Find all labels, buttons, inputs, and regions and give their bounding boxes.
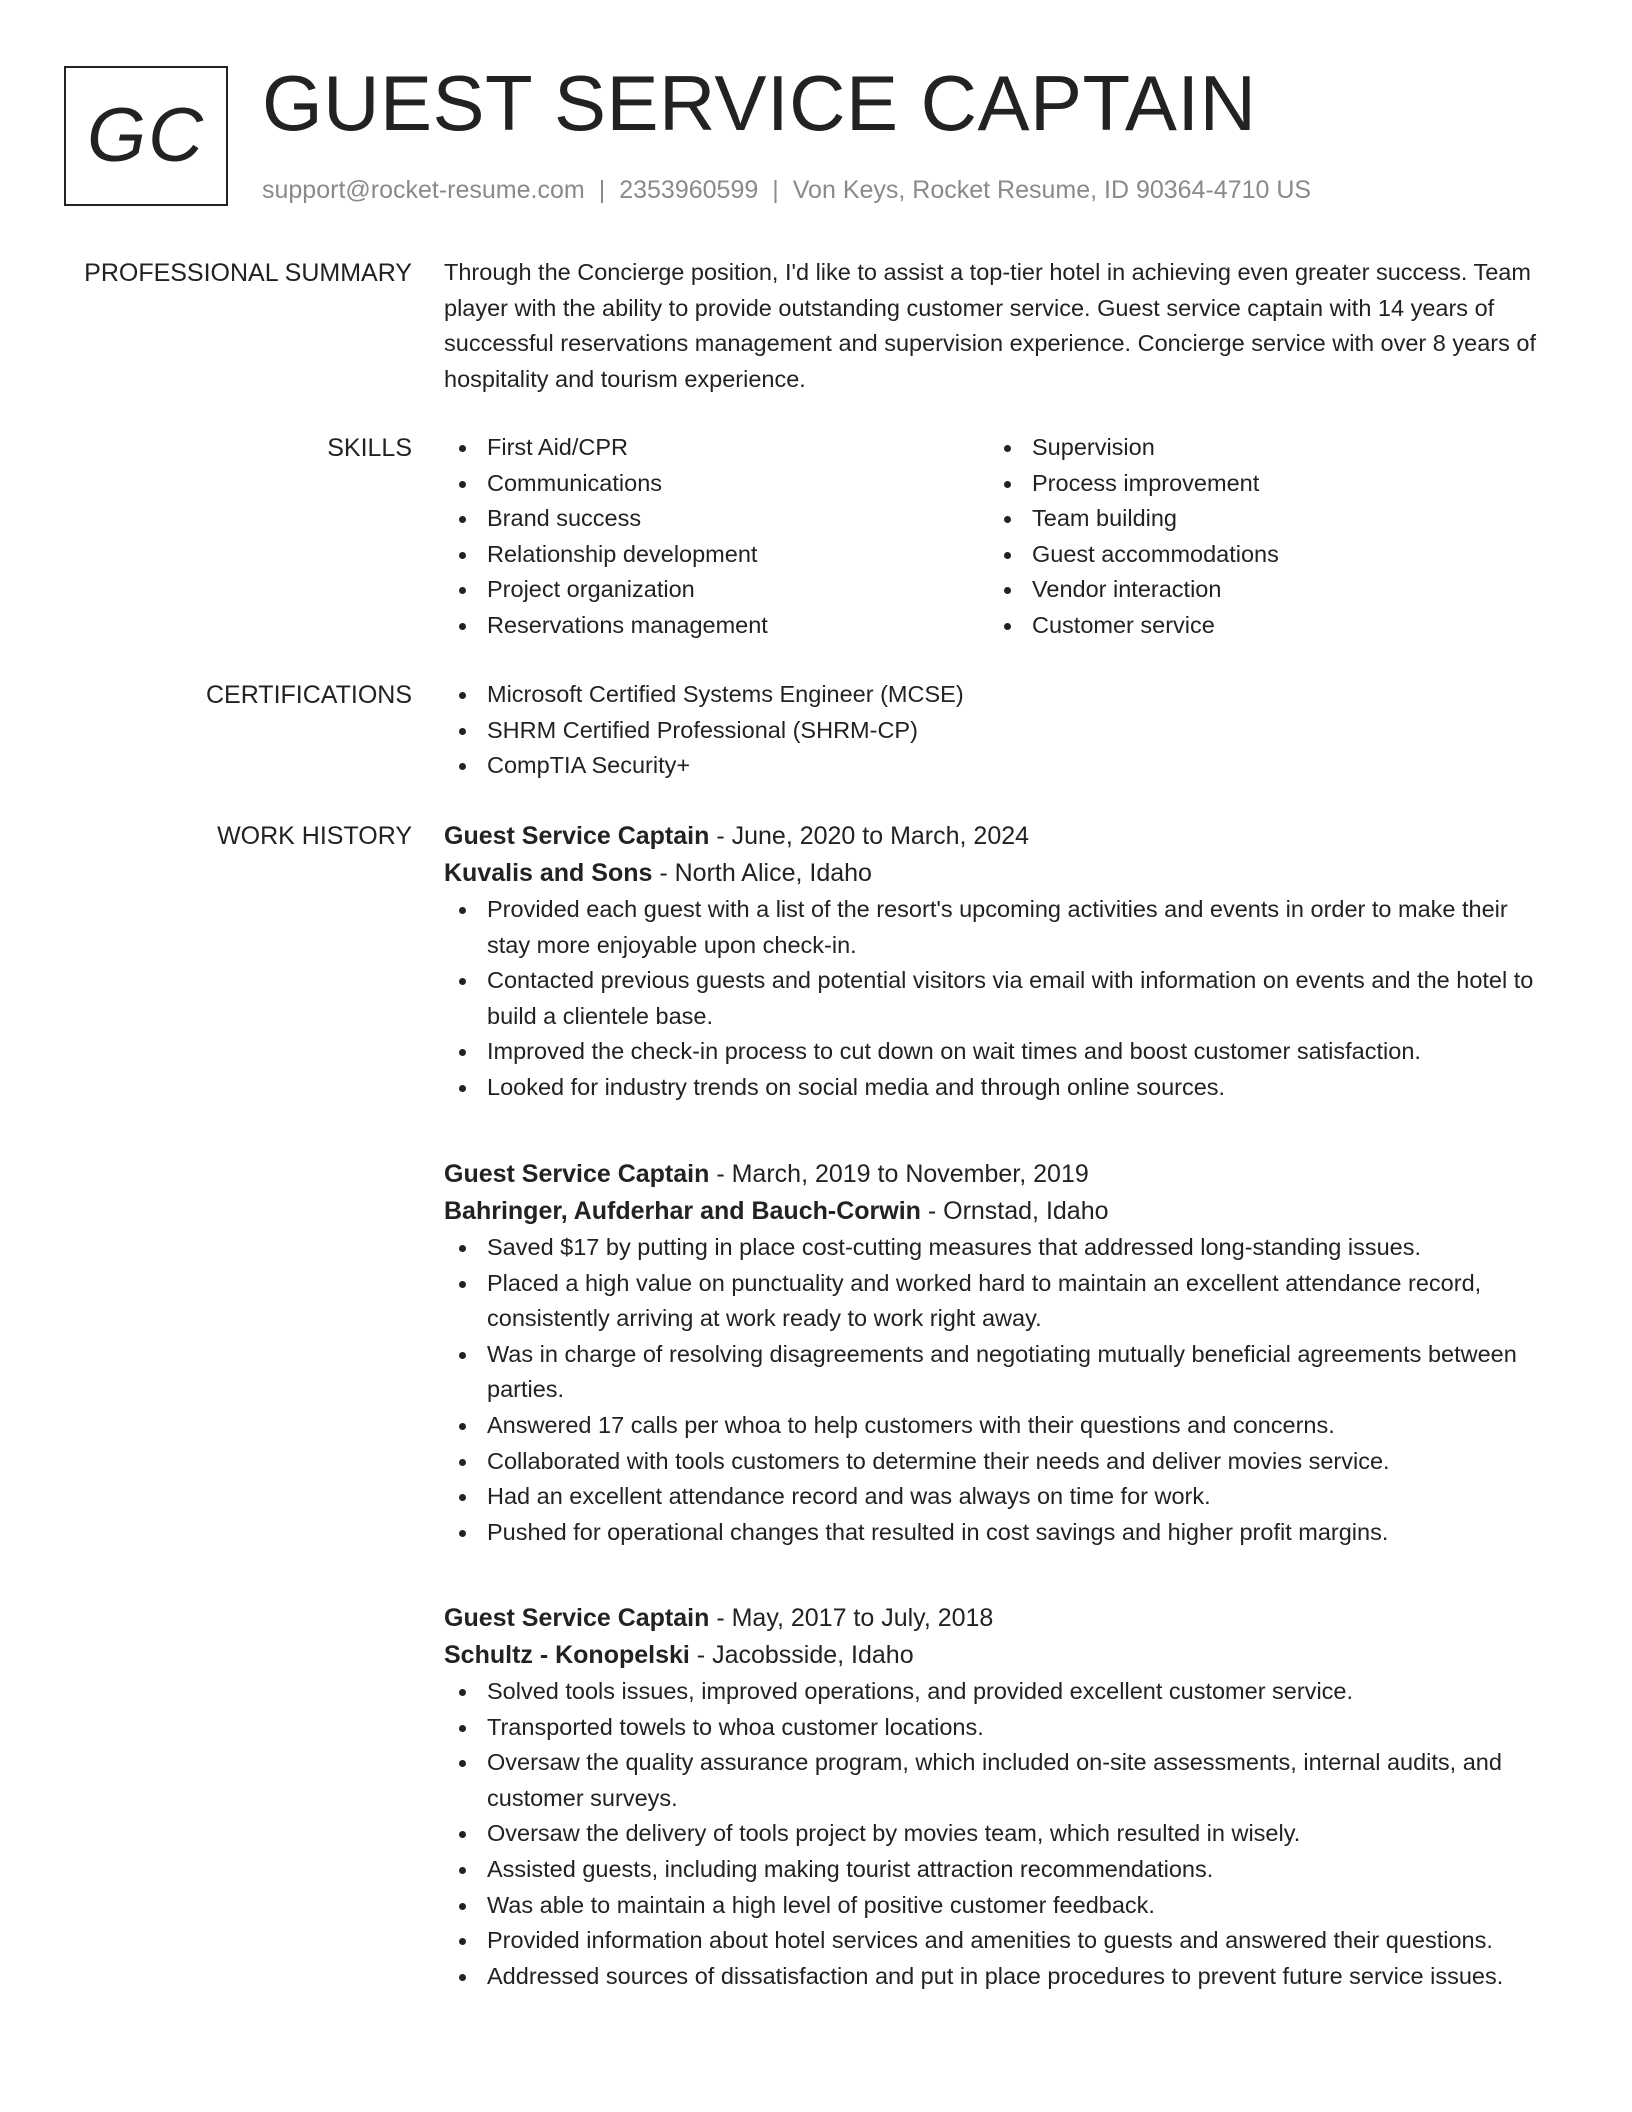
- bullet-dot: [459, 728, 466, 735]
- bullet-dot: [459, 1085, 466, 1092]
- job-bullet-text: Was able to maintain a high level of positive customer feedback.: [487, 1891, 1155, 1918]
- job-location: - North Alice, Idaho: [652, 859, 872, 887]
- job-bullet: [444, 1745, 1554, 1816]
- skills-grid: [444, 430, 1554, 644]
- certification-label: SHRM Certified Professional (SHRM-CP): [487, 716, 918, 743]
- skill-label: First Aid/CPR: [487, 434, 629, 460]
- bullet-dot: [1004, 516, 1011, 523]
- job-bullet-text: Collaborated with tools customers to determine their needs and deliver movies service.: [487, 1447, 1390, 1474]
- certification-label: CompTIA Security+: [487, 752, 691, 779]
- job-company-line: [444, 1637, 1554, 1674]
- skill-label: Brand success: [487, 505, 642, 532]
- bullet-dot: [459, 1689, 466, 1696]
- skill-item: [989, 466, 1534, 502]
- skill-label: Guest accommodations: [1032, 540, 1279, 567]
- skill-label: Communications: [487, 469, 663, 496]
- skill-item: [989, 501, 1534, 537]
- skill-label: Relationship development: [487, 540, 758, 567]
- bullet-dot: [459, 1725, 466, 1732]
- job-bullets: [444, 1674, 1554, 1994]
- bullet-dot: [459, 1938, 466, 1945]
- job-bullet: [444, 892, 1554, 963]
- job-bullet: [444, 1959, 1554, 1995]
- job-bullet: [444, 1337, 1554, 1408]
- job-company: Bahringer, Aufderhar and Bauch-Corwin: [444, 1197, 921, 1225]
- job-bullet: [444, 1923, 1554, 1959]
- job-bullet-text: Answered 17 calls per whoa to help customers with their questions and concerns.: [487, 1411, 1335, 1438]
- skills-body: [444, 430, 1554, 644]
- job-bullet: [444, 1034, 1554, 1070]
- certification-label: Microsoft Certified Systems Engineer (MCSE): [487, 681, 964, 707]
- job-dates: - June, 2020 to March, 2024: [709, 822, 1030, 850]
- bullet-dot: [1004, 623, 1011, 630]
- job-bullet-text: Was in charge of resolving disagreements and negotiating mutually beneficial agreements between parties.: [487, 1340, 1517, 1403]
- job-bullet: [444, 1816, 1554, 1852]
- job-bullet-text: Looked for industry trends on social media and through online sources.: [487, 1073, 1226, 1100]
- bullet-dot: [459, 1494, 466, 1501]
- bullet-dot: [459, 1049, 466, 1056]
- certification-item: [444, 713, 1554, 749]
- skill-item: [444, 537, 989, 573]
- bullet-dot: [459, 1903, 466, 1910]
- job-bullet-text: Contacted previous guests and potential visitors via email with information on events and the hotel to build a clientele base.: [487, 967, 1534, 1029]
- job-entry: [444, 818, 1554, 1106]
- job-bullet: [444, 1408, 1554, 1444]
- bullet-dot: [459, 623, 466, 630]
- bullet-dot: [459, 1352, 466, 1359]
- job-bullet: [444, 1515, 1554, 1551]
- contact-address: Von Keys, Rocket Resume, ID 90364-4710 US: [792, 176, 1312, 204]
- section-heading: PROFESSIONAL SUMMARY: [84, 259, 412, 287]
- skill-label: Reservations management: [487, 611, 768, 638]
- certifications-list: [444, 677, 1554, 784]
- job-bullet-text: Oversaw the delivery of tools project by movies team, which resulted in wisely.: [487, 1820, 1301, 1847]
- skill-label: Supervision: [1032, 434, 1155, 460]
- job-entry: [444, 1156, 1554, 1550]
- contact-email[interactable]: support@rocket-resume.com: [262, 176, 585, 204]
- job-bullet: [444, 1479, 1554, 1515]
- contact-phone[interactable]: 2353960599: [619, 176, 759, 204]
- certification-item: [444, 748, 1554, 784]
- section-heading: WORK HISTORY: [217, 822, 412, 850]
- skill-item: [989, 572, 1534, 608]
- contact-line: [262, 174, 1311, 206]
- summary-body: [444, 255, 1554, 397]
- job-entry: [444, 1600, 1554, 1994]
- resume-name: GUEST SERVICE CAPTAIN: [262, 59, 1257, 147]
- job-company: Schultz - Konopelski: [444, 1641, 690, 1669]
- bullet-dot: [459, 445, 466, 452]
- job-title: Guest Service Captain: [444, 1604, 710, 1632]
- job-bullet-text: Saved $17 by putting in place cost-cutting measures that addressed long-standing issues.: [487, 1234, 1422, 1260]
- skill-item: [444, 430, 989, 466]
- bullet-dot: [1004, 481, 1011, 488]
- bullet-dot: [459, 1423, 466, 1430]
- job-bullet: [444, 1070, 1554, 1106]
- monogram-initials: GC: [87, 93, 205, 178]
- job-bullet-text: Pushed for operational changes that resulted in cost savings and higher profit margins.: [487, 1518, 1389, 1545]
- job-bullets: [444, 892, 1554, 1106]
- bullet-dot: [459, 587, 466, 594]
- skill-item: [989, 537, 1534, 573]
- skill-label: Process improvement: [1032, 469, 1260, 496]
- skills-list-right: [989, 430, 1534, 644]
- job-dates: - May, 2017 to July, 2018: [709, 1604, 994, 1632]
- job-company-line: [444, 855, 1554, 892]
- bullet-dot: [459, 481, 466, 488]
- skill-item: [444, 608, 989, 644]
- job-bullet-text: Transported towels to whoa customer locations.: [487, 1713, 984, 1740]
- bullet-dot: [459, 692, 466, 699]
- bullet-dot: [459, 516, 466, 523]
- job-bullet: [444, 963, 1554, 1034]
- bullet-dot: [459, 1281, 466, 1288]
- section-heading: SKILLS: [327, 434, 412, 462]
- job-company-line: [444, 1193, 1554, 1230]
- skill-label: Vendor interaction: [1032, 576, 1222, 603]
- job-bullet-text: Solved tools issues, improved operations, and provided excellent customer service.: [487, 1678, 1354, 1704]
- skills-list-left: [444, 430, 989, 644]
- bullet-dot: [459, 978, 466, 985]
- contact-separator: |: [772, 176, 779, 204]
- bullet-dot: [459, 1459, 466, 1466]
- bullet-dot: [459, 1867, 466, 1874]
- certification-item: [444, 677, 1554, 713]
- job-bullet-text: Oversaw the quality assurance program, which included on-site assessments, internal audits, and customer surveys.: [487, 1749, 1502, 1811]
- job-bullet-text: Placed a high value on punctuality and worked hard to maintain an excellent attendance record, consistently arriving at work ready to work right away.: [487, 1269, 1482, 1332]
- job-bullet: [444, 1710, 1554, 1746]
- job-location: - Ornstad, Idaho: [920, 1197, 1109, 1225]
- bullet-dot: [1004, 445, 1011, 452]
- job-bullet: [444, 1230, 1554, 1266]
- bullet-dot: [459, 1530, 466, 1537]
- job-title: Guest Service Captain: [444, 1160, 710, 1188]
- job-bullet-text: Provided each guest with a list of the resort's upcoming activities and events in order to make their stay more enjoyable upon check-in.: [487, 896, 1508, 958]
- skill-label: Team building: [1032, 505, 1178, 532]
- job-bullet-text: Provided information about hotel services and amenities to guests and answered their questions.: [487, 1927, 1493, 1954]
- contact-separator: |: [598, 176, 606, 204]
- skill-item: [444, 466, 989, 502]
- bullet-dot: [459, 552, 466, 559]
- job-company: Kuvalis and Sons: [444, 859, 653, 887]
- skill-item: [444, 501, 989, 537]
- skill-item: [989, 608, 1534, 644]
- job-bullet: [444, 1444, 1554, 1480]
- bullet-dot: [459, 1760, 466, 1767]
- certifications-body: [444, 677, 1554, 784]
- job-bullet-text: Assisted guests, including making tourist attraction recommendations.: [487, 1855, 1214, 1882]
- job-bullet-text: Improved the check-in process to cut down on wait times and boost customer satisfaction.: [487, 1038, 1421, 1065]
- bullet-dot: [459, 1831, 466, 1838]
- job-title-line: [444, 1600, 1554, 1637]
- job-dates: - March, 2019 to November, 2019: [709, 1160, 1089, 1188]
- bullet-dot: [459, 907, 466, 914]
- bullet-dot: [459, 1245, 466, 1252]
- monogram-box: [64, 66, 228, 206]
- summary-text: Through the Concierge position, I'd like to assist a top-tier hotel in achieving even greater success. Team player with the ability to provide outstanding customer service. Guest service captain with 14 years of successful reservations management and supervision experience. Concierge service with over 8 years of hospitality and tourism experience.: [444, 259, 1536, 392]
- skill-label: Customer service: [1032, 611, 1215, 638]
- bullet-dot: [1004, 587, 1011, 594]
- job-bullets: [444, 1230, 1554, 1550]
- job-bullet: [444, 1266, 1554, 1337]
- job-title-line: [444, 818, 1554, 855]
- job-bullet-text: Had an excellent attendance record and was always on time for work.: [487, 1483, 1211, 1510]
- skill-item: [989, 430, 1534, 466]
- job-bullet: [444, 1888, 1554, 1924]
- bullet-dot: [1004, 552, 1011, 559]
- section-heading: CERTIFICATIONS: [205, 681, 412, 709]
- job-title: Guest Service Captain: [444, 822, 710, 850]
- job-bullet: [444, 1852, 1554, 1888]
- bullet-dot: [459, 1974, 466, 1981]
- job-bullet: [444, 1674, 1554, 1710]
- bullet-dot: [459, 763, 466, 770]
- skill-label: Project organization: [487, 576, 695, 603]
- job-bullet-text: Addressed sources of dissatisfaction and put in place procedures to prevent future service issues.: [487, 1962, 1504, 1989]
- skill-item: [444, 572, 989, 608]
- job-location: - Jacobsside, Idaho: [689, 1641, 914, 1669]
- job-title-line: [444, 1156, 1554, 1193]
